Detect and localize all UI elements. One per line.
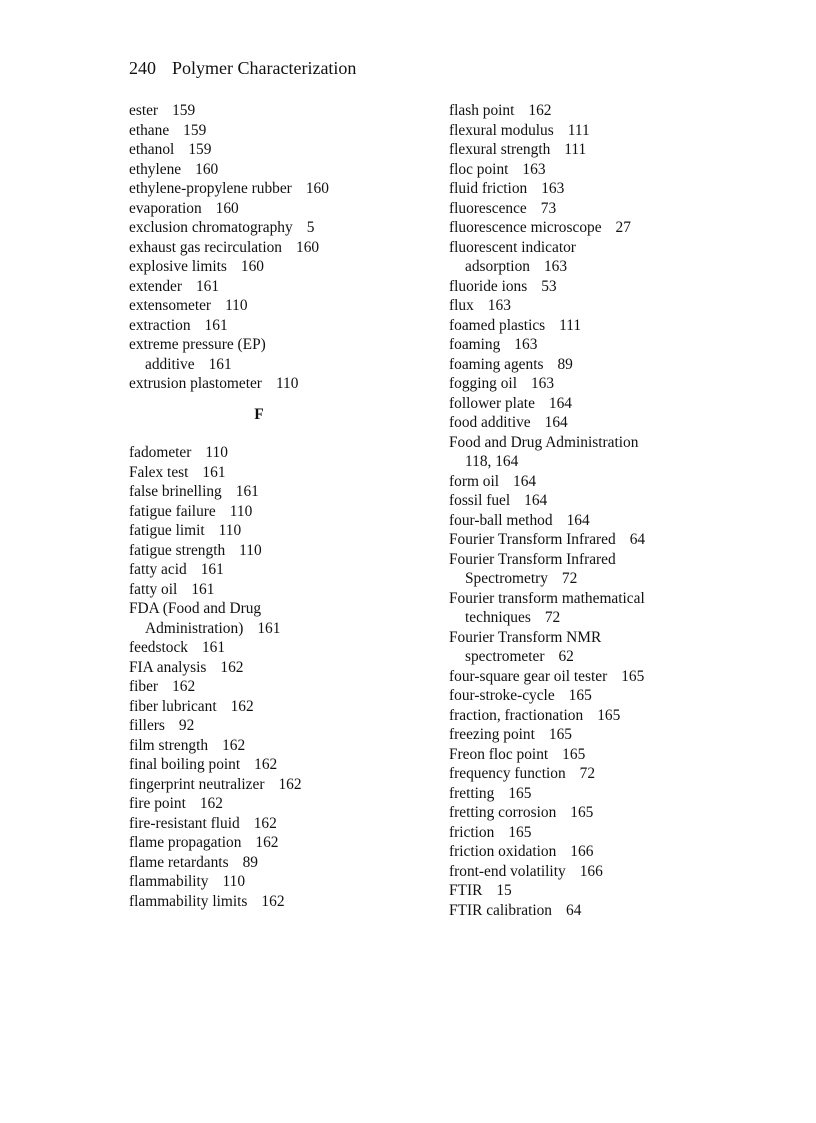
index-term: explosive limits — [129, 258, 227, 275]
index-entry — [449, 257, 749, 277]
index-entry — [129, 179, 429, 199]
index-entry — [129, 121, 429, 141]
index-column-left — [129, 101, 429, 911]
index-term: Falex test — [129, 463, 189, 481]
index-term: techniques — [465, 609, 531, 626]
index-entry — [449, 199, 749, 219]
index-entry — [129, 140, 429, 160]
index-page-ref: 64 — [629, 531, 646, 548]
index-entry — [129, 619, 429, 639]
index-page-ref: 163 — [530, 375, 555, 392]
book-title: Polymer Characterization — [172, 58, 357, 78]
index-page-ref: 161 — [235, 483, 259, 500]
index-page-ref: 110 — [275, 375, 299, 392]
index-group-e — [129, 101, 429, 394]
index-entry — [449, 706, 749, 726]
index-page-ref: 160 — [195, 160, 219, 178]
index-entry — [449, 491, 749, 511]
index-entry — [449, 238, 749, 258]
index-page-ref: 162 — [220, 658, 244, 676]
index-entry — [449, 433, 749, 453]
index-term: exclusion chromatography — [129, 219, 293, 236]
index-term: FIA analysis — [129, 658, 207, 676]
index-entry — [449, 121, 749, 141]
index-term: freezing point — [449, 726, 535, 743]
index-entry — [129, 443, 429, 463]
index-entry — [449, 413, 749, 433]
index-page-ref: 111 — [567, 121, 590, 139]
index-page-ref: 161 — [257, 619, 281, 637]
index-page-ref: 162 — [199, 795, 223, 812]
index-entry — [129, 580, 429, 600]
index-page-ref: 164 — [513, 472, 537, 490]
index-entry — [129, 814, 429, 834]
index-term: FTIR — [449, 882, 483, 899]
index-page-ref: 162 — [172, 678, 196, 695]
index-page-ref: 27 — [615, 219, 631, 236]
index-term: fretting corrosion — [449, 804, 557, 821]
index-page-ref: 164 — [548, 394, 572, 412]
index-term: final boiling point — [129, 756, 241, 773]
index-entry — [449, 647, 749, 667]
index-entry — [449, 569, 749, 589]
index-page-ref: 111 — [559, 316, 582, 334]
index-page-ref: 160 — [305, 180, 329, 197]
index-entry — [129, 892, 429, 912]
index-term: extensometer — [129, 297, 212, 314]
index-term: Fourier Transform NMR — [449, 628, 602, 646]
index-page-ref: 165 — [570, 804, 594, 821]
index-term: fluid friction — [449, 180, 528, 197]
index-term: fraction, fractionation — [449, 706, 584, 724]
index-term: frequency function — [449, 765, 566, 782]
index-entry — [129, 794, 429, 814]
index-entry — [129, 502, 429, 522]
index-term: fatigue strength — [129, 541, 226, 559]
index-term: ethanol — [129, 141, 175, 158]
index-term: flame propagation — [129, 834, 242, 851]
index-entry — [129, 541, 429, 561]
index-page-ref: 72 — [544, 609, 561, 626]
index-entry — [129, 277, 429, 297]
index-entry — [129, 482, 429, 502]
index-page-ref: 159 — [188, 141, 212, 158]
index-page-ref: 111 — [564, 141, 587, 158]
index-term: ethylene — [129, 160, 182, 178]
index-term: fatigue limit — [129, 522, 205, 539]
page-number: 240 — [129, 58, 156, 78]
index-term: friction — [449, 823, 495, 841]
index-entry — [449, 335, 749, 355]
index-term: ethane — [129, 121, 170, 139]
index-term: fluorescent indicator — [449, 238, 576, 256]
index-page-ref: 162 — [255, 834, 279, 851]
index-entry — [449, 745, 749, 765]
index-entry — [129, 355, 429, 375]
index-entry — [449, 355, 749, 375]
index-page-ref: 89 — [557, 355, 573, 373]
index-entry — [129, 658, 429, 678]
index-entry — [129, 716, 429, 736]
index-entry — [449, 530, 749, 550]
index-term: four-square gear oil tester — [449, 667, 608, 685]
index-page-ref: 160 — [215, 199, 239, 217]
index-page-ref: 165 — [562, 745, 586, 763]
index-page-ref: 64 — [566, 901, 582, 919]
index-term: fogging oil — [449, 375, 517, 392]
index-page-ref: 15 — [496, 882, 512, 899]
index-page-ref: 161 — [191, 580, 215, 598]
index-term: fatigue failure — [129, 502, 216, 520]
index-entry — [449, 218, 749, 238]
index-term: friction oxidation — [449, 843, 557, 860]
index-entry — [449, 394, 749, 414]
index-page-ref: 110 — [229, 502, 253, 520]
index-page-ref: 160 — [240, 258, 264, 275]
index-entry — [449, 101, 749, 121]
index-column-right — [449, 101, 749, 920]
index-term: four-ball method — [449, 511, 553, 529]
index-term: fretting — [449, 784, 495, 802]
index-entry — [449, 842, 749, 862]
index-page-ref: 89 — [242, 853, 258, 871]
index-page-ref: 159 — [172, 102, 196, 119]
index-page-ref: 161 — [200, 561, 224, 578]
index-entry — [449, 277, 749, 297]
index-page-ref: 110 — [218, 522, 242, 539]
index-page-ref: 165 — [568, 687, 592, 704]
index-term: fluoride ions — [449, 277, 528, 295]
index-term: fluorescence — [449, 199, 527, 217]
index-entry — [449, 589, 749, 609]
index-page-ref: 161 — [208, 355, 232, 373]
index-entry — [129, 677, 429, 697]
index-entry — [129, 755, 429, 775]
index-page-ref: 110 — [222, 873, 246, 890]
index-page-ref: 163 — [514, 336, 538, 353]
index-entry — [129, 775, 429, 795]
index-page-ref: 164 — [524, 492, 548, 509]
index-entry — [129, 872, 429, 892]
index-entry — [129, 238, 429, 258]
index-entry — [449, 374, 749, 394]
index-page-ref: 161 — [204, 316, 228, 334]
index-term: Fourier Transform Infrared — [449, 550, 616, 568]
index-term: Food and Drug Administration — [449, 433, 639, 451]
index-page-ref: 162 — [278, 775, 302, 793]
index-page-ref: 110 — [239, 541, 262, 559]
index-term: film strength — [129, 736, 209, 754]
index-term: fillers — [129, 717, 165, 734]
index-entry — [449, 511, 749, 531]
index-entry — [129, 599, 429, 619]
index-entry — [129, 560, 429, 580]
index-term: Freon floc point — [449, 745, 549, 763]
index-page-ref: 163 — [541, 180, 565, 197]
index-term: follower plate — [449, 394, 535, 412]
index-term: fluorescence microscope — [449, 219, 602, 236]
index-term: foaming agents — [449, 355, 544, 373]
index-entry — [129, 101, 429, 121]
index-term: Administration) — [145, 619, 244, 637]
index-term: front-end volatility — [449, 862, 566, 880]
index-term: Fourier Transform Infrared — [449, 531, 616, 548]
index-page-ref: 165 — [508, 823, 532, 841]
index-entry — [449, 881, 749, 901]
section-letter: F — [254, 405, 264, 423]
index-entry — [129, 521, 429, 541]
index-term: evaporation — [129, 199, 202, 217]
index-entry — [449, 784, 749, 804]
index-entry — [449, 803, 749, 823]
index-entry — [129, 218, 429, 238]
index-page-ref: 164 — [544, 414, 568, 431]
index-term: ester — [129, 102, 159, 119]
index-entry — [449, 179, 749, 199]
index-entry — [449, 296, 749, 316]
index-entry — [449, 823, 749, 843]
index-term: floc point — [449, 160, 509, 178]
index-page-ref: 162 — [253, 814, 277, 832]
index-page-ref: 92 — [178, 717, 195, 734]
index-term: fadometer — [129, 444, 192, 461]
index-term: flammability limits — [129, 892, 248, 910]
index-page-ref: 166 — [570, 843, 594, 860]
index-entry — [449, 901, 749, 921]
index-page-ref: 161 — [202, 463, 226, 481]
index-entry — [449, 667, 749, 687]
index-page-ref: 73 — [540, 199, 557, 217]
index-term: fingerprint neutralizer — [129, 775, 265, 793]
index-term: additive — [145, 355, 195, 373]
index-entry — [129, 257, 429, 277]
index-term: food additive — [449, 414, 531, 431]
index-term: feedstock — [129, 639, 188, 656]
index-group-f — [129, 443, 429, 911]
index-entry — [449, 628, 749, 648]
index-term: FDA (Food and Drug — [129, 600, 262, 617]
index-page-ref: 162 — [528, 102, 552, 119]
index-term: extender — [129, 277, 182, 295]
index-entry — [129, 199, 429, 219]
index-term: four-stroke-cycle — [449, 687, 555, 704]
index-page-ref: 162 — [230, 697, 254, 715]
index-page-ref: 160 — [296, 238, 320, 256]
index-term: flexural strength — [449, 141, 551, 158]
index-page-ref: 165 — [597, 706, 621, 724]
index-page-ref: 165 — [621, 667, 645, 685]
index-term: fatty oil — [129, 580, 178, 598]
index-entry — [449, 686, 749, 706]
index-entry — [449, 725, 749, 745]
index-term: fiber lubricant — [129, 697, 217, 715]
index-term: ethylene-propylene rubber — [129, 180, 292, 197]
index-term: Fourier transform mathematical — [449, 589, 645, 607]
index-page-ref: 163 — [522, 160, 546, 178]
index-entry — [129, 374, 429, 394]
running-header — [129, 58, 356, 79]
index-entry — [449, 452, 749, 472]
index-term: extrusion plastometer — [129, 375, 262, 392]
index-entry — [129, 736, 429, 756]
index-page-ref: 161 — [201, 639, 226, 656]
index-entry — [449, 472, 749, 492]
index-entry — [129, 638, 429, 658]
index-entry — [129, 316, 429, 336]
index-page-ref: 110 — [225, 297, 248, 314]
index-page-ref: 161 — [195, 277, 220, 295]
index-page-ref: 159 — [183, 121, 207, 139]
index-term: exhaust gas recirculation — [129, 238, 282, 256]
index-term: form oil — [449, 472, 500, 490]
index-page-ref: 62 — [558, 648, 574, 665]
index-term: foaming — [449, 336, 501, 353]
index-entry — [129, 463, 429, 483]
index-term: 118, 164 — [465, 453, 519, 470]
index-entry — [129, 335, 429, 355]
index-page-ref: 163 — [487, 297, 511, 314]
index-entry — [449, 608, 749, 628]
index-term: fire-resistant fluid — [129, 814, 240, 832]
index-entry — [129, 160, 429, 180]
index-term: Spectrometry — [465, 570, 548, 587]
index-page-ref: 166 — [579, 862, 603, 880]
index-term: adsorption — [465, 258, 530, 275]
index-entry — [449, 764, 749, 784]
index-entry — [129, 697, 429, 717]
index-page-ref: 162 — [261, 892, 285, 910]
index-term: spectrometer — [465, 648, 545, 665]
index-entry — [129, 296, 429, 316]
index-page-ref: 165 — [508, 784, 532, 802]
index-term: foamed plastics — [449, 316, 546, 334]
index-term: FTIR calibration — [449, 901, 553, 919]
index-entry — [449, 862, 749, 882]
index-page-ref: 110 — [205, 444, 228, 461]
index-entry — [449, 316, 749, 336]
index-page-ref: 53 — [541, 277, 557, 295]
index-term: false brinelling — [129, 483, 222, 500]
index-entry — [129, 833, 429, 853]
index-term: extraction — [129, 316, 191, 334]
index-entry — [449, 160, 749, 180]
index-entry — [129, 853, 429, 873]
index-page-ref: 162 — [222, 736, 246, 754]
index-term: fossil fuel — [449, 492, 511, 509]
index-term: flash point — [449, 102, 515, 119]
index-entry — [449, 550, 749, 570]
index-term: flame retardants — [129, 853, 229, 871]
index-term: flammability — [129, 873, 209, 890]
index-page-ref: 165 — [548, 726, 572, 743]
index-term: fatty acid — [129, 561, 187, 578]
index-term: flux — [449, 297, 474, 314]
index-page-ref: 163 — [543, 258, 568, 275]
index-term: fiber — [129, 678, 159, 695]
index-page-ref: 5 — [306, 219, 315, 236]
index-term: fire point — [129, 795, 186, 812]
index-page-ref: 72 — [579, 765, 596, 782]
index-entry — [449, 140, 749, 160]
index-page-ref: 72 — [561, 570, 578, 587]
index-term: flexural modulus — [449, 121, 554, 139]
index-page-ref: 162 — [254, 756, 278, 773]
index-page-ref: 164 — [566, 511, 590, 529]
index-term: extreme pressure (EP) — [129, 336, 266, 353]
